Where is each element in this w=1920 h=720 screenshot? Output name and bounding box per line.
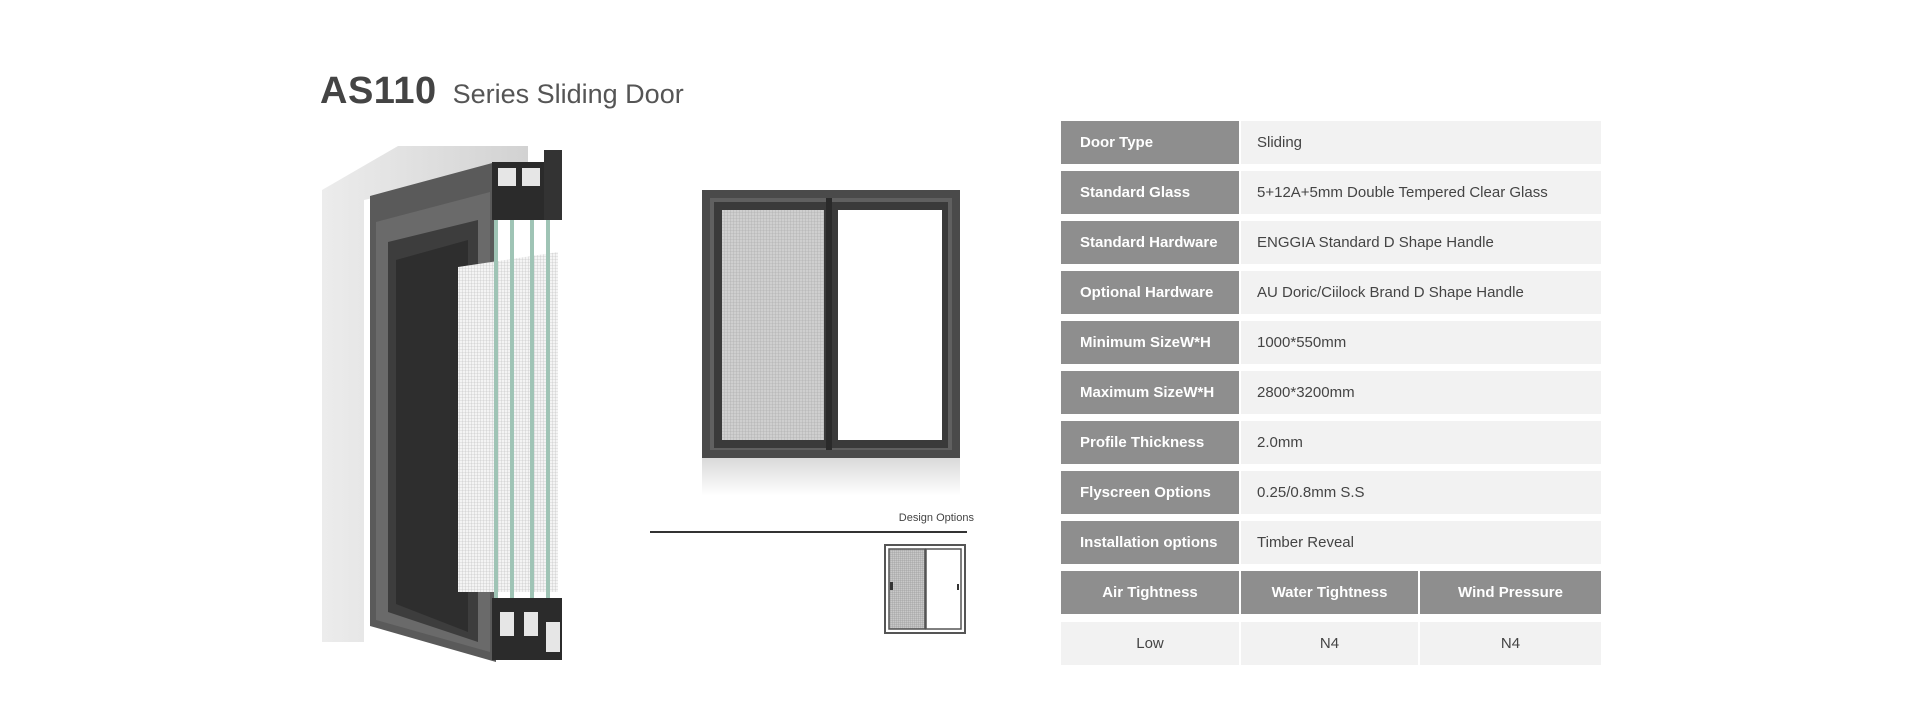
spec-label: Maximum SizeW*H bbox=[1061, 371, 1239, 414]
air-tightness-header: Air Tightness bbox=[1061, 571, 1239, 614]
spec-label: Door Type bbox=[1061, 121, 1239, 164]
performance-header-row bbox=[1061, 571, 1601, 614]
door-front-image bbox=[700, 188, 962, 498]
specifications-table bbox=[1061, 121, 1601, 673]
model-name: AS110 bbox=[320, 70, 437, 112]
water-tightness-header: Water Tightness bbox=[1241, 571, 1418, 614]
spec-label: Standard Glass bbox=[1061, 171, 1239, 214]
performance-values-row bbox=[1061, 622, 1601, 665]
spec-value: 2.0mm bbox=[1241, 421, 1601, 464]
spec-row-installation-options bbox=[1061, 521, 1601, 564]
design-option-thumbnail[interactable] bbox=[884, 544, 966, 634]
air-tightness-value: Low bbox=[1061, 622, 1239, 665]
spec-value: 2800*3200mm bbox=[1241, 371, 1601, 414]
spec-row-minimum-size bbox=[1061, 321, 1601, 364]
spec-label: Profile Thickness bbox=[1061, 421, 1239, 464]
water-tightness-value: N4 bbox=[1241, 622, 1418, 665]
page-title bbox=[320, 70, 684, 113]
spec-label: Optional Hardware bbox=[1061, 271, 1239, 314]
door-section-image bbox=[318, 142, 574, 672]
spec-row-door-type bbox=[1061, 121, 1601, 164]
spec-row-profile-thickness bbox=[1061, 421, 1601, 464]
wind-pressure-header: Wind Pressure bbox=[1420, 571, 1601, 614]
spec-value: 1000*550mm bbox=[1241, 321, 1601, 364]
series-subtitle: Series Sliding Door bbox=[452, 79, 684, 109]
design-options-label: Design Options bbox=[898, 512, 974, 524]
spec-value: Sliding bbox=[1241, 121, 1601, 164]
spec-value: 0.25/0.8mm S.S bbox=[1241, 471, 1601, 514]
spec-label: Minimum SizeW*H bbox=[1061, 321, 1239, 364]
spec-value: ENGGIA Standard D Shape Handle bbox=[1241, 221, 1601, 264]
spec-value: 5+12A+5mm Double Tempered Clear Glass bbox=[1241, 171, 1601, 214]
spec-row-maximum-size bbox=[1061, 371, 1601, 414]
spec-row-flyscreen-options bbox=[1061, 471, 1601, 514]
design-options-divider bbox=[650, 531, 967, 533]
spec-row-standard-glass bbox=[1061, 171, 1601, 214]
spec-value: AU Doric/Ciilock Brand D Shape Handle bbox=[1241, 271, 1601, 314]
spec-label: Standard Hardware bbox=[1061, 221, 1239, 264]
spec-row-standard-hardware bbox=[1061, 221, 1601, 264]
spec-value: Timber Reveal bbox=[1241, 521, 1601, 564]
wind-pressure-value: N4 bbox=[1420, 622, 1601, 665]
spec-row-optional-hardware bbox=[1061, 271, 1601, 314]
spec-label: Installation options bbox=[1061, 521, 1239, 564]
spec-label: Flyscreen Options bbox=[1061, 471, 1239, 514]
